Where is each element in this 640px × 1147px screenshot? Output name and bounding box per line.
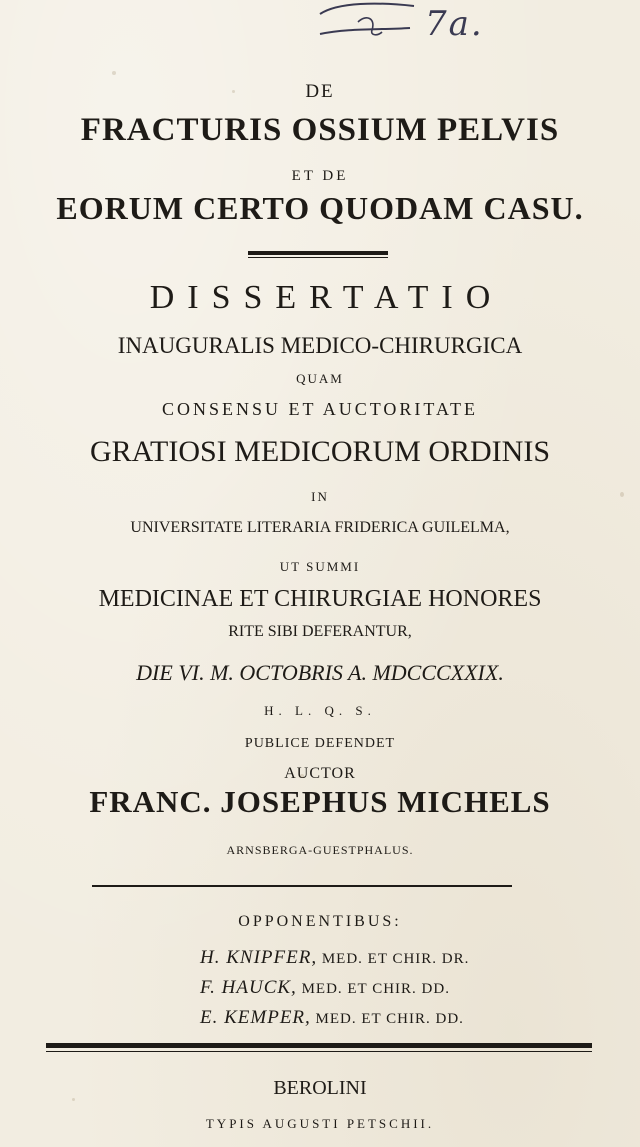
imprint-printer: TYPIS AUGUSTI PETSCHII. — [205, 1116, 435, 1131]
title-divider-thin — [248, 257, 388, 258]
author-name: FRANC. JOSEPHUS MICHELS — [89, 784, 551, 819]
hlqs-line: H. L. Q. S. — [264, 703, 376, 718]
auctor-line: AUCTOR — [284, 765, 356, 782]
paper-spot — [112, 71, 116, 75]
opponentibus-heading: OPPONENTIBUS: — [238, 913, 402, 930]
quam-line: QUAM — [296, 371, 344, 386]
rite-line: RITE SIBI DEFERANTUR, — [228, 623, 412, 640]
publice-line: PUBLICE DEFENDET — [244, 736, 396, 751]
opponent-1 — [200, 948, 469, 967]
title-main-line2: EORUM CERTO QUODAM CASU. — [56, 190, 584, 226]
inauguralis-line: INAUGURALIS MEDICO-CHIRURGICA — [117, 333, 523, 358]
title-divider-thick — [248, 251, 388, 255]
paper-spot — [300, 774, 304, 778]
medicinae-line: MEDICINAE ET CHIRURGIAE HONORES — [98, 586, 542, 612]
opponent-name: H. KNIPFER, — [200, 947, 318, 968]
paper-spot — [72, 1098, 75, 1101]
paper-spot — [620, 492, 624, 497]
opponents-divider — [92, 885, 512, 887]
opponent-degree: MED. ET CHIR. DR. — [321, 951, 470, 967]
imprint-city: BEROLINI — [273, 1077, 367, 1099]
opponent-3 — [200, 1008, 464, 1027]
consensu-line: CONSENSU ET AUCTORITATE — [162, 399, 478, 419]
title-de: DE — [305, 81, 335, 102]
title-et-de: ET DE — [291, 168, 349, 184]
author-origin: ARNSBERGA-GUESTPHALUS. — [226, 843, 414, 857]
gratiosi-line: GRATIOSI MEDICORUM ORDINIS — [89, 435, 551, 468]
date-line: DIE VI. M. OCTOBRIS A. MDCCCXXIX. — [136, 660, 504, 685]
opponent-degree: MED. ET CHIR. DD. — [315, 1011, 464, 1027]
opponent-degree: MED. ET CHIR. DD. — [301, 981, 450, 997]
shelfmark-text: 7a. — [425, 4, 484, 44]
dissertatio-heading: DISSERTATIO — [149, 279, 504, 316]
imprint-divider-thin — [46, 1051, 592, 1052]
universitate-line: UNIVERSITATE LITERARIA FRIDERICA GUILELMA, — [130, 519, 510, 536]
title-main-line1: FRACTURIS OSSIUM PELVIS — [80, 112, 560, 148]
opponent-2 — [200, 978, 450, 997]
ut-summi-line: UT SUMMI — [279, 559, 361, 574]
opponent-name: F. HAUCK, — [200, 977, 297, 998]
imprint-divider-thick — [46, 1043, 592, 1048]
opponent-name: E. KEMPER, — [200, 1007, 311, 1028]
in-line: IN — [311, 489, 329, 504]
paper-spot — [232, 90, 235, 93]
